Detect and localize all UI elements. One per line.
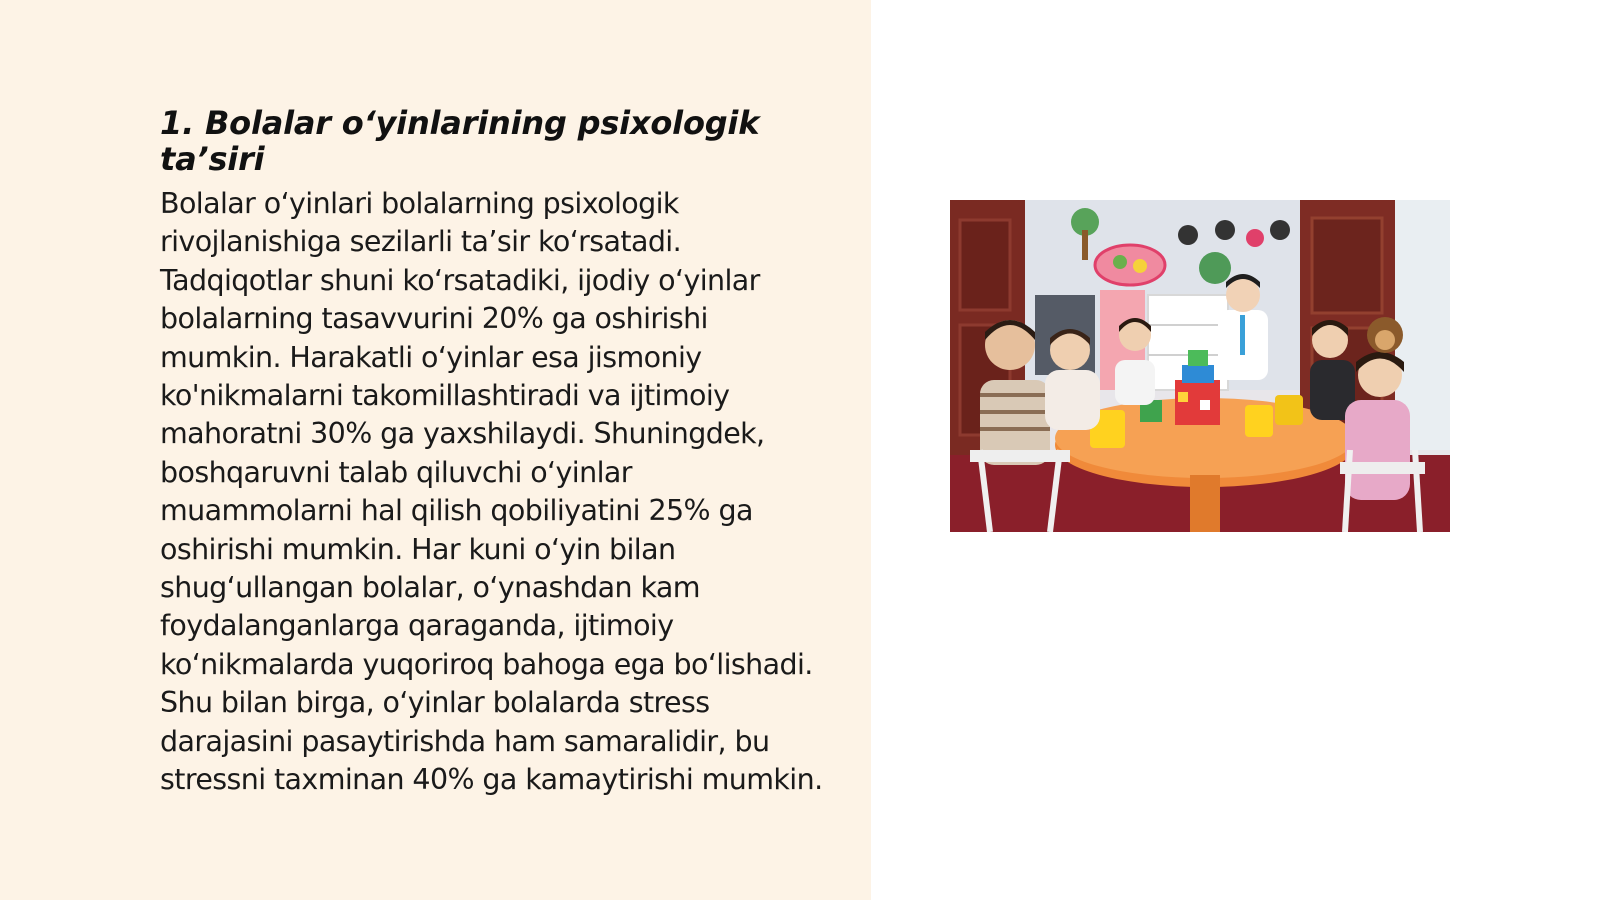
slide-title: 1. Bolalar o‘yinlarining psixologik ta’siri [160,104,760,178]
classroom-photo [950,200,1450,532]
slide-body-text: Bolalar o‘yinlari bolalarning psixologik rivojlanishiga sezilarli ta’sir ko‘rsatadi. Tadqiqotlar shuni ko‘rsatadiki, ijodiy o‘yinlar bolalarning tasavvurini 20% ga oshirishi mumkin. Harakatli o‘yinlar esa jismoniy ko'nikmalarni takomillashtiradi va ijtimoiy mahoratni 30% ga yaxshilaydi. Shuningdek, boshqaruvni talab qiluvchi o‘yinlar muammolarni hal qilish qobiliyatini 25% ga oshirishi mumkin. Har kuni o‘yin bilan shug‘ullangan bolalar, o‘ynashdan kam foydalanganlarga qaraganda, ijtimoiy ko‘nikmalarda yuqoriroq bahoga ega bo‘lishadi. Shu bilan birga, o‘yinlar bolalarda stress darajasini pasaytirishda ham samaralidir, bu stressni taxminan 40% ga kamaytirishi mumkin. [160,187,823,797]
